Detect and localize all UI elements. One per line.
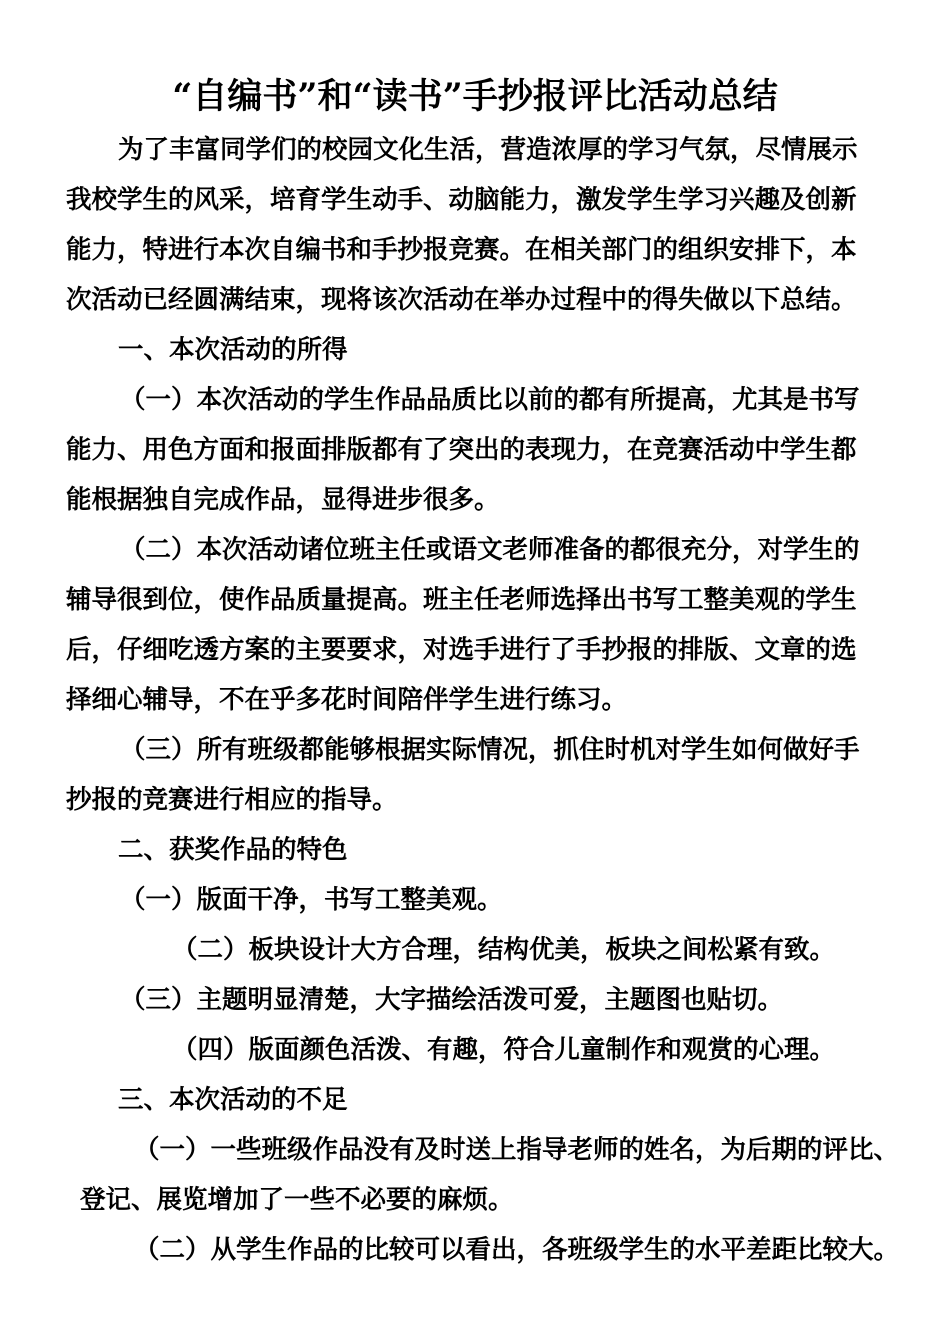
shortcomings-item-1-line-2: 登记、展览增加了一些不必要的麻烦。 (80, 1185, 514, 1215)
features-item-1: （一）版面干净，书写工整美观。 (120, 885, 503, 915)
gains-item-1-line-1: （一）本次活动的学生作品品质比以前的都有所提高，尤其是书写 (120, 385, 860, 415)
section-heading-features: 二、获奖作品的特色 (118, 835, 348, 865)
shortcomings-item-1-line-1: （一）一些班级作品没有及时送上指导老师的姓名，为后期的评比、 (134, 1135, 900, 1165)
gains-item-1-line-2: 能力、用色方面和报面排版都有了突出的表现力，在竞赛活动中学生都 (66, 435, 857, 465)
gains-item-2-line-2: 辅导很到位，使作品质量提高。班主任老师选择出书写工整美观的学生 (66, 585, 857, 615)
document-title: “自编书”和“读书”手抄报评比活动总结 (172, 76, 778, 117)
paragraph-intro-line-1: 为了丰富同学们的校园文化生活，营造浓厚的学习气氛，尽情展示 (118, 135, 858, 165)
gains-item-3-line-1: （三）所有班级都能够根据实际情况，抓住时机对学生如何做好手 (120, 735, 860, 765)
shortcomings-item-2: （二）从学生作品的比较可以看出，各班级学生的水平差距比较大。 (134, 1235, 900, 1265)
section-heading-shortcomings: 三、本次活动的不足 (118, 1085, 348, 1115)
features-item-2: （二）板块设计大方合理，结构优美，板块之间松紧有致。 (172, 935, 836, 965)
gains-item-2-line-4: 择细心辅导，不在乎多花时间陪伴学生进行练习。 (66, 685, 628, 715)
features-item-3: （三）主题明显清楚，大字描绘活泼可爱，主题图也贴切。 (120, 985, 784, 1015)
gains-item-2-line-1: （二）本次活动诸位班主任或语文老师准备的都很充分，对学生的 (120, 535, 860, 565)
gains-item-1-line-3: 能根据独自完成作品，显得进步很多。 (66, 485, 500, 515)
paragraph-intro-line-4: 次活动已经圆满结束，现将该次活动在举办过程中的得失做以下总结。 (66, 285, 857, 315)
features-item-4: （四）版面颜色活泼、有趣，符合儿童制作和观赏的心理。 (172, 1035, 836, 1065)
paragraph-intro-line-2: 我校学生的风采，培育学生动手、动脑能力，激发学生学习兴趣及创新 (66, 185, 857, 215)
section-heading-gains: 一、本次活动的所得 (118, 335, 348, 365)
gains-item-2-line-3: 后，仔细吃透方案的主要要求，对选手进行了手抄报的排版、文章的选 (66, 635, 857, 665)
paragraph-intro-line-3: 能力，特进行本次自编书和手抄报竞赛。在相关部门的组织安排下，本 (66, 235, 857, 265)
gains-item-3-line-2: 抄报的竞赛进行相应的指导。 (66, 785, 398, 815)
